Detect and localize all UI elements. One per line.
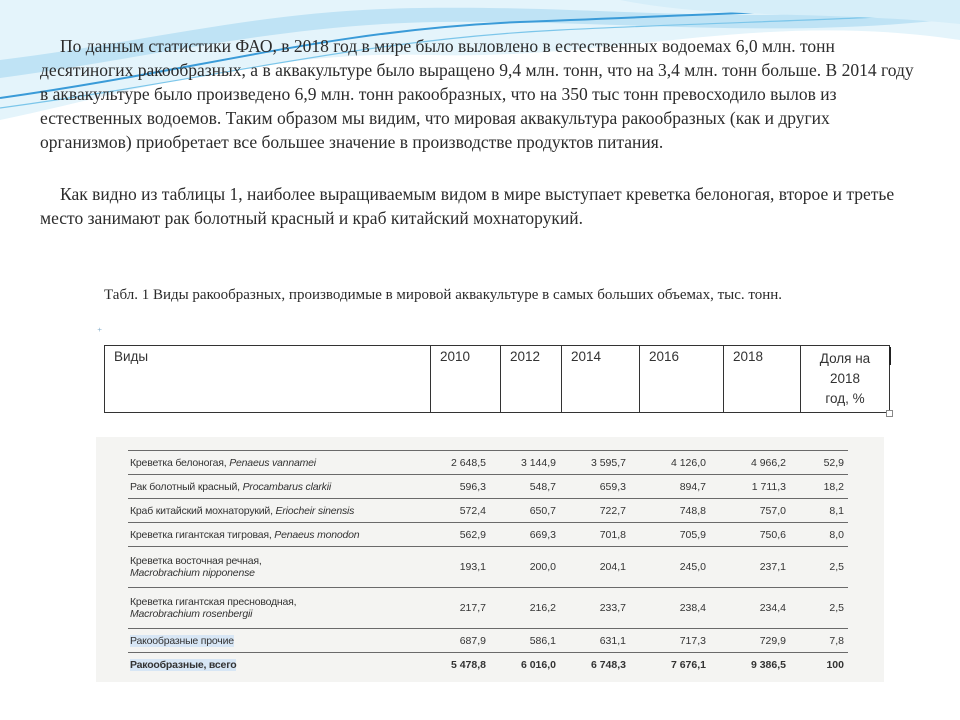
total-value-cell: 6 016,0 [520, 658, 556, 671]
value-cell: 2,5 [790, 588, 848, 629]
value-cell: 2 648,5 [410, 451, 490, 475]
table-caption: Табл. 1 Виды ракообразных, производимые в мировой аквакультуре в самых больших объемах, тыс. тонн. [104, 287, 783, 303]
value-cell: 894,7 [630, 475, 710, 499]
value-cell: 659,3 [560, 475, 630, 499]
value-cell: 631,1 [560, 629, 630, 653]
header-share-2018 [801, 346, 890, 413]
value-cell: 193,1 [410, 547, 490, 588]
value-cell: 238,4 [630, 588, 710, 629]
table-row [128, 499, 848, 523]
value-cell: 233,7 [560, 588, 630, 629]
value-cell: 7,8 [790, 629, 848, 653]
value-cell: 4 126,0 [630, 451, 710, 475]
header-2012: 2012 [501, 346, 562, 413]
value-cell: 8,1 [790, 499, 848, 523]
species-name-cell [128, 475, 410, 499]
species-name-cell [128, 499, 410, 523]
species-latin-name: Penaeus monodon [274, 528, 360, 541]
header-2016: 2016 [640, 346, 724, 413]
value-cell: 729,9 [710, 629, 790, 653]
value-cell: 572,4 [410, 499, 490, 523]
header-2014: 2014 [562, 346, 640, 413]
table-row [128, 523, 848, 547]
value-cell: 687,9 [410, 629, 490, 653]
value-cell: 586,1 [490, 629, 560, 653]
text-cursor [889, 347, 891, 365]
header-2018: 2018 [724, 346, 801, 413]
value-cell: 52,9 [790, 451, 848, 475]
header-share-line1: Доля на [819, 351, 871, 366]
species-common-name: Креветка восточная речная, [130, 555, 262, 567]
intro-paragraph: По данным статистики ФАО, в 2018 год в мире было выловлено в естественных водоемах 6,0 млн. тонн десятиногих ракообразных, а в аквакультуре было выращено 9,4 млн. тонн, что на 3,4 млн. тонн больше. В 2014 году в аквакультуре было произведено 6,9 млн. тонн ракообразных, что на 350 тыс тонн превосходило вылов из естественных водоемов. Таким образом мы видим, что мировая аквакультура ракообразных (как и других организмов) приобретает все большее значение в производстве продуктов питания. [40, 36, 914, 152]
total-label: Ракообразные, всего [130, 658, 237, 671]
total-row [128, 653, 848, 677]
value-cell: 234,4 [710, 588, 790, 629]
value-cell: 18,2 [790, 475, 848, 499]
species-common-name: Краб китайский мохнаторукий, [130, 504, 276, 517]
value-cell: 750,6 [710, 523, 790, 547]
table-row [128, 475, 848, 499]
total-value-cell: 5 478,8 [450, 658, 486, 671]
header-species: Виды [105, 346, 431, 413]
species-latin-name: Penaeus vannamei [229, 456, 316, 469]
value-cell: 650,7 [490, 499, 560, 523]
value-cell: 669,3 [490, 523, 560, 547]
value-cell: 722,7 [560, 499, 630, 523]
value-cell: 548,7 [490, 475, 560, 499]
species-common-name: Ракообразные прочие [130, 634, 234, 647]
value-cell: 717,3 [630, 629, 710, 653]
table-reference-paragraph: Как видно из таблицы 1, наиболее выращиваемым видом в мире выступает креветка белоногая, второе и третье место занимают рак болотный красный и краб китайский мохнаторукий. [40, 184, 895, 228]
data-table [128, 450, 848, 676]
value-cell: 217,7 [410, 588, 490, 629]
species-name-cell [128, 547, 410, 588]
total-label-cell [128, 653, 410, 677]
value-cell: 200,0 [490, 547, 560, 588]
species-latin-name: Procambarus clarkii [242, 480, 331, 493]
species-latin-name: Eriocheir sinensis [275, 504, 355, 517]
species-latin-name: Macrobrachium rosenbergii [130, 608, 253, 620]
table-resize-handle-icon[interactable] [886, 410, 893, 417]
total-value-cell: 100 [826, 658, 844, 671]
value-cell: 3 144,9 [490, 451, 560, 475]
species-common-name: Креветка гигантская пресноводная, [130, 596, 297, 608]
value-cell: 237,1 [710, 547, 790, 588]
value-cell: 4 966,2 [710, 451, 790, 475]
header-2010: 2010 [431, 346, 501, 413]
species-name-cell [128, 523, 410, 547]
species-common-name: Креветка гигантская тигровая, [130, 528, 275, 541]
table-header-grid [104, 345, 890, 413]
value-cell: 245,0 [630, 547, 710, 588]
value-cell: 701,8 [560, 523, 630, 547]
table-row [128, 588, 848, 629]
value-cell: 8,0 [790, 523, 848, 547]
value-cell: 748,8 [630, 499, 710, 523]
value-cell: 596,3 [410, 475, 490, 499]
species-name-cell [128, 451, 410, 475]
species-common-name: Рак болотный красный, [130, 480, 243, 493]
value-cell: 2,5 [790, 547, 848, 588]
table-row [128, 629, 848, 653]
table-row [128, 547, 848, 588]
value-cell: 216,2 [490, 588, 560, 629]
header-share-line3: год, % [825, 391, 865, 406]
value-cell: 562,9 [410, 523, 490, 547]
species-name-cell [128, 629, 410, 653]
table-move-handle-icon[interactable]: ⁺ [97, 327, 103, 338]
table-row [128, 451, 848, 475]
total-value-cell: 9 386,5 [750, 658, 786, 671]
value-cell: 3 595,7 [560, 451, 630, 475]
value-cell: 705,9 [630, 523, 710, 547]
species-name-cell [128, 588, 410, 629]
total-value-cell: 6 748,3 [590, 658, 626, 671]
species-latin-name: Macrobrachium nipponense [130, 567, 255, 579]
header-share-line2: 2018 [829, 371, 861, 386]
species-common-name: Креветка белоногая, [130, 456, 230, 469]
value-cell: 757,0 [710, 499, 790, 523]
value-cell: 1 711,3 [710, 475, 790, 499]
value-cell: 204,1 [560, 547, 630, 588]
total-value-cell: 7 676,1 [670, 658, 706, 671]
